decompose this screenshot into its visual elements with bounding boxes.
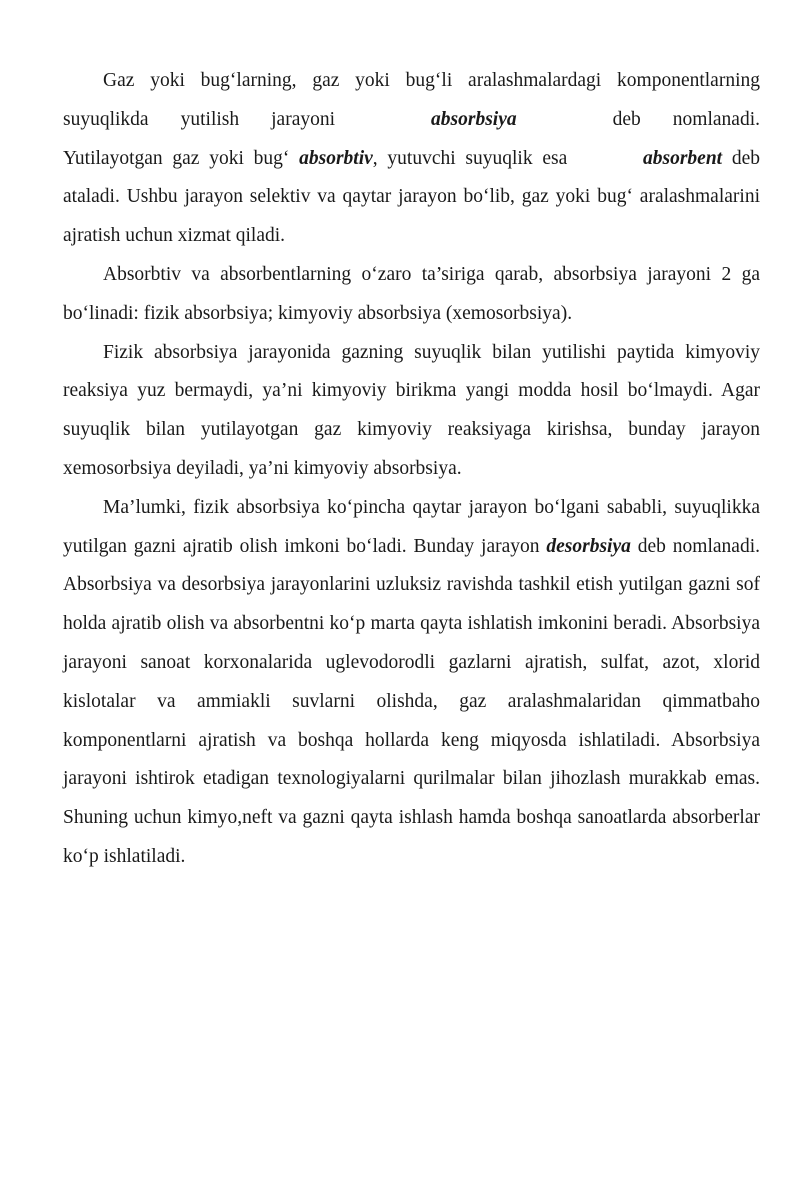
term-absorbtiv: absorbtiv (299, 147, 373, 169)
paragraph-desorbsiya (63, 489, 760, 877)
paragraph-text: , yutuvchi suyuqlik esa (372, 147, 568, 169)
term-absorbent: absorbent (642, 147, 723, 169)
term-desorbsiya: desorbsiya (546, 535, 631, 557)
paragraph-text: deb ataladi. Ushbu jarayon selektiv va qaytar jarayon bo‘lib, gaz yoki bug‘ aralashmalarini ajratish uchun xizmat qiladi. (63, 147, 760, 247)
paragraph-text: deb nomlanadi. Absorbsiya va desorbsiya jarayonlarini uzluksiz ravishda tashkil etish yutilgan gazni sof holda ajratib olish va absorbentni ko‘p marta qayta ishlatish imkonini beradi. Absorbsiya jarayoni sanoat korxonalarida uglevodorodli gazlarni ajratish, sulfat, azot, xlorid kislotalar va ammiakli suvlarni olishda, gaz aralashmalaridan qimmatbaho komponentlarni ajratish va boshqa hollarda keng miqyosda ishlatiladi. Absorbsiya jarayoni ishtirok etadigan texnologiyalarni qurilmalar bilan jihozlash murakkab emas. Shuning uchun kimyo,neft va gazni qayta ishlash hamda boshqa sanoatlarda absorberlar ko‘p ishlatiladi. (63, 535, 760, 867)
paragraph-text: Gaz yoki bug‘larning, gaz yoki bug‘li aralashmalardagi komponentlarning suyuqlikda yutilish jarayoni (63, 70, 760, 130)
paragraph-absorbsiya-definition (63, 62, 760, 256)
paragraph-text: deb nomlanadi. Yutilayotgan gaz yoki bug‘ (63, 108, 760, 169)
document-body (63, 62, 760, 877)
paragraph-text: Ma’lumki, fizik absorbsiya ko‘pincha qaytar jarayon bo‘lgani sababli, suyuqlikka yutilgan gazni ajratib olish imkoni bo‘ladi. Bunday jarayon (63, 496, 760, 557)
term-absorbsiya: absorbsiya (431, 108, 517, 130)
paragraph-absorbsiya-types: Absorbtiv va absorbentlarning o‘zaro ta’siriga qarab, absorbsiya jarayoni 2 ga bo‘linadi: fizik absorbsiya; kimyoviy absorbsiya (xemosorbsiya). (63, 263, 760, 324)
paragraph-fizik-absorbsiya: Fizik absorbsiya jarayonida gazning suyuqlik bilan yutilishi paytida kimyoviy reaksiya yuz bermaydi, ya’ni kimyoviy birikma yangi modda hosil bo‘lmaydi. Agar suyuqlik bilan yutilayotgan gaz kimyoviy reaksiyaga kirishsa, bunday jarayon xemosorbsiya deyiladi, ya’ni kimyoviy absorbsiya. (63, 341, 760, 479)
